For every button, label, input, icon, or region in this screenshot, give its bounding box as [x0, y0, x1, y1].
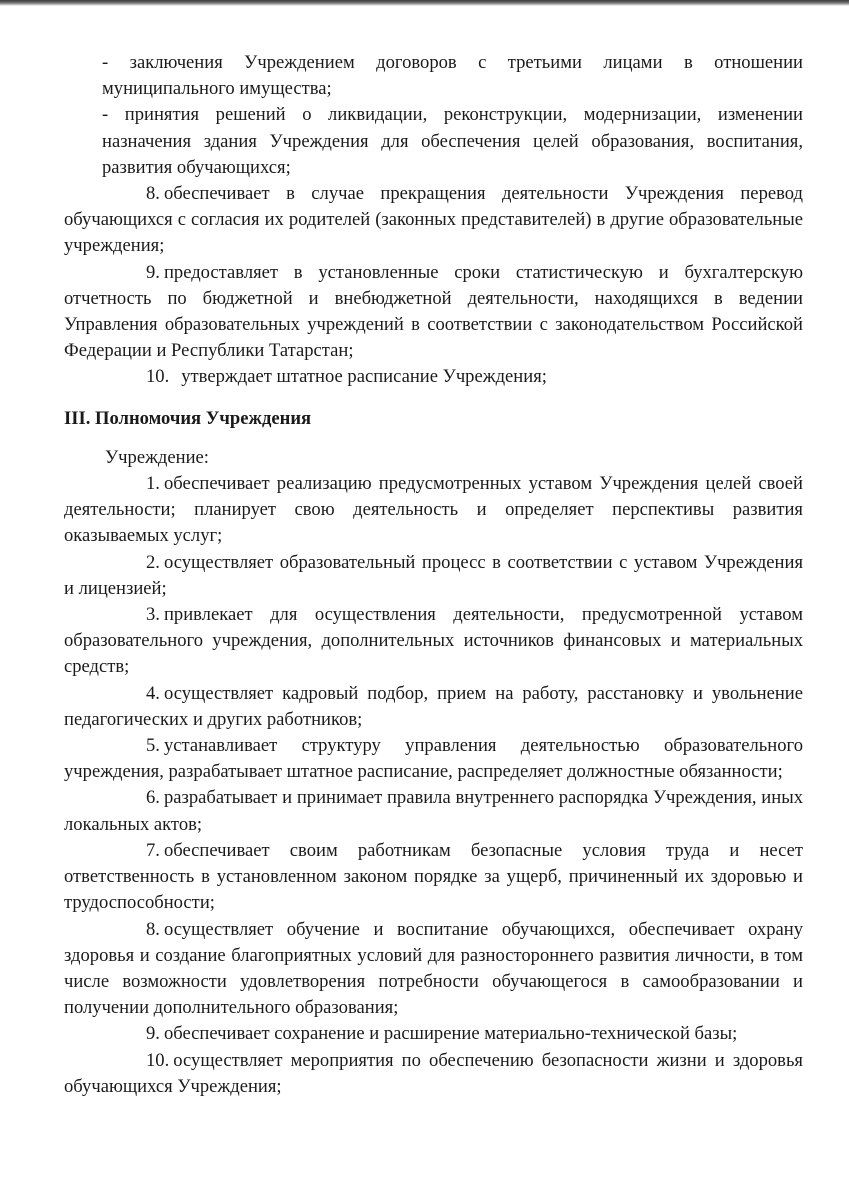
- item-number: 1.: [146, 473, 160, 495]
- item-number: 9.: [146, 261, 160, 283]
- list-item: [64, 838, 803, 917]
- item-text: обеспечивает сохранение и расширение материально-технической базы;: [163, 1023, 738, 1045]
- item-text: осуществляет обучение и воспитание обучающихся, обеспечивает охрану здоровья и создание благоприятных условий для разностороннего развития личности, в том числе возможности удовлетворения потребности обучающегося в самообразовании и получении дополнительного образования;: [64, 918, 803, 1019]
- item-number: 6.: [146, 787, 160, 809]
- item-number: 5.: [146, 735, 160, 757]
- list-item: [64, 260, 803, 365]
- item-number: 7.: [146, 839, 160, 861]
- list-item: [64, 733, 803, 785]
- list-item: [64, 681, 803, 733]
- item-text: утверждает штатное расписание Учреждения;: [181, 366, 547, 388]
- item-text: устанавливает структуру управления деятельностью образовательного учреждения, разрабатывает штатное расписание, распределяет должностные обязанности;: [64, 735, 803, 783]
- item-text: осуществляет образовательный процесс в соответствии с уставом Учреждения и лицензией;: [64, 551, 803, 599]
- item-number: 3.: [146, 604, 160, 626]
- list-item: [64, 1021, 803, 1047]
- item-text: обеспечивает реализацию предусмотренных уставом Учреждения целей своей деятельности; планирует свою деятельность и определяет перспективы развития оказываемых услуг;: [64, 473, 803, 547]
- item-number: 10.: [146, 366, 170, 388]
- list-item: [64, 917, 803, 1022]
- item-number: 2.: [146, 551, 160, 573]
- item-text: обеспечивает в случае прекращения деятельности Учреждения перевод обучающихся с согласия их родителей (законных представителей) в другие образовательные учреждения;: [64, 183, 803, 257]
- item-number: 4.: [146, 682, 160, 704]
- list-item: [64, 1048, 803, 1100]
- item-number: 8.: [146, 183, 160, 205]
- item-text: осуществляет кадровый подбор, прием на работу, расстановку и увольнение педагогических и других работников;: [64, 682, 803, 730]
- dash-item: - заключения Учреждением договоров с третьими лицами в отношении муниципального имущества;: [102, 52, 803, 100]
- list-item: [64, 181, 803, 260]
- scan-top-edge: [0, 0, 849, 6]
- section-heading: III. Полномочия Учреждения: [64, 407, 312, 429]
- list-item: [64, 364, 803, 390]
- item-text: предоставляет в установленные сроки статистическую и бухгалтерскую отчетность по бюджетной и внебюджетной деятельности, находящихся в ведении Управления образовательных учреждений в соответствии с законодательством Российской Федерации и Республики Татарстан;: [64, 261, 803, 362]
- dash-item: - принятия решений о ликвидации, реконструкции, модернизации, изменении назначения здания Учреждения для обеспечения целей образования, воспитания, развития обучающихся;: [102, 104, 803, 178]
- list-item: [64, 550, 803, 602]
- list-item: [64, 785, 803, 837]
- item-text: разрабатывает и принимает правила внутреннего распорядка Учреждения, иных локальных актов;: [64, 787, 803, 835]
- item-number: 8.: [146, 918, 160, 940]
- list-item: [64, 602, 803, 681]
- item-number: 10.: [146, 1049, 170, 1071]
- item-number: 9.: [146, 1023, 160, 1045]
- list-item: [64, 471, 803, 550]
- item-text: привлекает для осуществления деятельности, предусмотренной уставом образовательного учреждения, дополнительных источников финансовых и материальных средств;: [64, 604, 803, 678]
- item-text: осуществляет мероприятия по обеспечению безопасности жизни и здоровья обучающихся Учреждения;: [64, 1049, 803, 1097]
- dash-list: [64, 50, 803, 181]
- item-text: обеспечивает своим работникам безопасные условия труда и несет ответственность в установленном законом порядке за ущерб, причиненный их здоровью и трудоспособности;: [64, 839, 803, 914]
- section-intro: Учреждение:: [105, 446, 209, 468]
- document-page: [64, 50, 803, 1100]
